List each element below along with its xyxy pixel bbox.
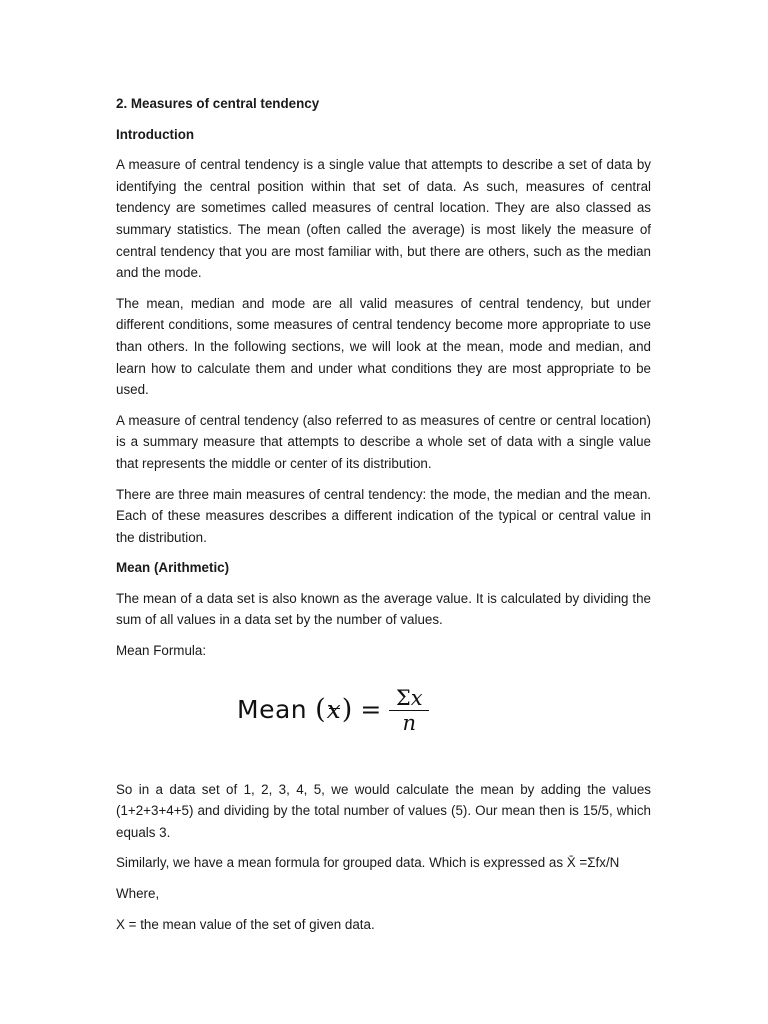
- document-page: [116, 93, 651, 944]
- formula-sigma: Σ: [395, 685, 411, 710]
- formula-equals: =: [360, 695, 382, 725]
- intro-paragraph-4: There are three main measures of central tendency: the mode, the median and the mean. Each of these measures describes a different indication of the typical or central value in the distribution.: [116, 486, 651, 545]
- intro-heading: Introduction: [116, 126, 195, 142]
- mean-formula-figure: [116, 671, 651, 779]
- formula-close-paren: ): [341, 694, 353, 726]
- formula-label: Mean Formula:: [116, 643, 207, 659]
- formula-word: Mean: [237, 695, 308, 725]
- intro-paragraph-1: A measure of central tendency is a single value that attempts to describe a set of data by identifying the central position within that set of data. As such, measures of central tendency are sometimes called measures of central location. They are also classed as summary statistics. The mean (often called the average) is most likely the measure of central tendency that you are most familiar with, but there are others, such as the median and the mode.: [116, 157, 651, 281]
- where-label: Where,: [116, 886, 160, 902]
- intro-paragraph-2: The mean, median and mode are all valid measures of central tendency, but under different conditions, some measures of central tendency become more appropriate to use than others. In the following sections, we will look at the mean, mode and median, and learn how to calculate them and under what conditions they are most appropriate to be used.: [116, 295, 651, 398]
- intro-paragraph-3: A measure of central tendency (also referred to as measures of centre or central location) is a summary measure that attempts to describe a whole set of data with a single value that represents the middle or center of its distribution.: [116, 412, 651, 471]
- mean-paragraph: The mean of a data set is also known as the average value. It is calculated by dividing the sum of all values in a data set by the number of values.: [116, 590, 651, 628]
- mean-heading: Mean (Arithmetic): [116, 560, 230, 576]
- formula-denominator: n: [402, 710, 417, 735]
- definition-line: X = the mean value of the set of given data.: [116, 916, 375, 932]
- formula-xbar: x: [326, 695, 341, 725]
- formula-fraction: [389, 687, 429, 734]
- section-title: 2. Measures of central tendency: [116, 96, 320, 111]
- formula-open-paren: (: [315, 694, 326, 726]
- formula-numerator-var: x: [410, 685, 423, 710]
- example-paragraph: So in a data set of 1, 2, 3, 4, 5, we would calculate the mean by adding the values (1+2+3+4+5) and dividing by the total number of values (5). Our mean then is 15/5, which equals 3.: [116, 781, 651, 840]
- mean-formula: [237, 687, 429, 734]
- formula-numerator: [394, 687, 425, 710]
- grouped-paragraph: Similarly, we have a mean formula for grouped data. Which is expressed as X̄ =Σfx/N: [116, 855, 620, 871]
